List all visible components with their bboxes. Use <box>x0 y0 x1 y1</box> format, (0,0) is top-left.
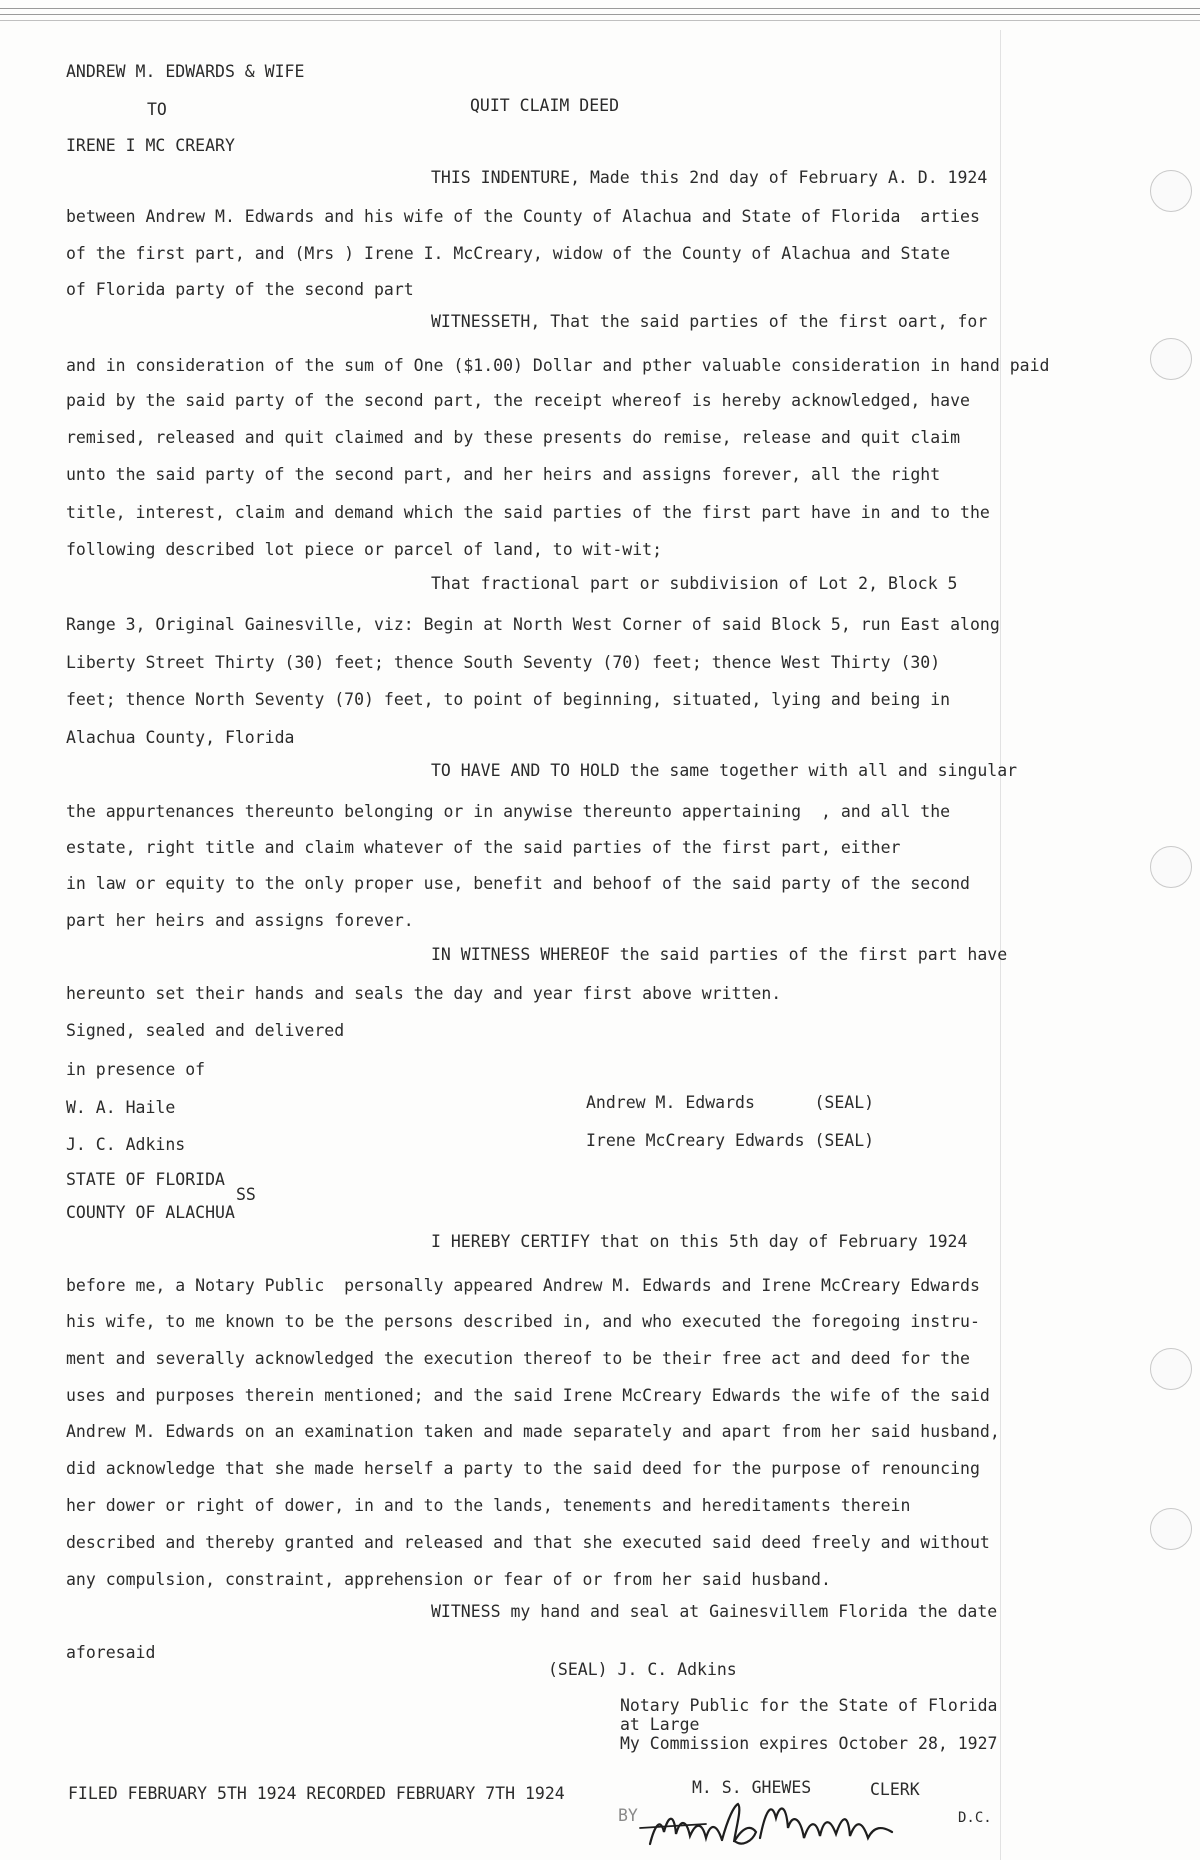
body-line: THIS INDENTURE, Made this 2nd day of February A. D. 1924 <box>431 168 988 187</box>
body-line: hereunto set their hands and seals the day and year first above written. <box>66 984 782 1003</box>
top-rule <box>0 14 1200 15</box>
witness-name: W. A. Haile <box>66 1098 176 1117</box>
venue-county: COUNTY OF ALACHUA <box>66 1203 235 1222</box>
certificate-line: did acknowledge that she made herself a party to the said deed for the purpose of renouncing <box>66 1459 980 1478</box>
notary-seal-name: (SEAL) J. C. Adkins <box>548 1660 737 1679</box>
body-line: Alachua County, Florida <box>66 728 295 747</box>
punch-hole <box>1150 846 1192 888</box>
grantor-signature: Andrew M. Edwards (SEAL) <box>586 1093 875 1112</box>
grantor-signature: Irene McCreary Edwards (SEAL) <box>586 1131 875 1150</box>
certificate-line: uses and purposes therein mentioned; and the said Irene McCreary Edwards the wife of the said <box>66 1386 990 1405</box>
body-line: Range 3, Original Gainesville, viz: Begin at North West Corner of said Block 5, run East along <box>66 615 1000 634</box>
signed-sealed-line: Signed, sealed and delivered <box>66 1021 345 1040</box>
certificate-line: Andrew M. Edwards on an examination taken and made separately and apart from her said husband, <box>66 1422 1000 1441</box>
body-line: following described lot piece or parcel of land, to wit-wit; <box>66 540 663 559</box>
handwritten-signature-icon <box>610 1798 920 1854</box>
witness-name: J. C. Adkins <box>66 1135 186 1154</box>
body-line: feet; thence North Seventy (70) feet, to point of beginning, situated, lying and being in <box>66 690 951 709</box>
certificate-line: his wife, to me known to be the persons described in, and who executed the foregoing instru- <box>66 1312 980 1331</box>
body-line: of the first part, and (Mrs ) Irene I. McCreary, widow of the County of Alachua and State <box>66 244 951 263</box>
body-line: estate, right title and claim whatever of the said parties of the first part, either <box>66 838 901 857</box>
punch-hole <box>1150 170 1192 212</box>
body-line: That fractional part or subdivision of Lot 2, Block 5 <box>431 574 958 593</box>
body-line: title, interest, claim and demand which the said parties of the first part have in and to the <box>66 503 990 522</box>
body-line: WITNESSETH, That the said parties of the first oart, for <box>431 312 988 331</box>
clerk-name: M. S. GHEWES <box>692 1778 812 1797</box>
to-label: TO <box>147 100 167 119</box>
body-line: part her heirs and assigns forever. <box>66 911 414 930</box>
certificate-line: her dower or right of dower, in and to the lands, tenements and hereditaments therein <box>66 1496 911 1515</box>
body-line: of Florida party of the second part <box>66 280 414 299</box>
body-line: Liberty Street Thirty (30) feet; thence South Seventy (70) feet; thence West Thirty (30) <box>66 653 941 672</box>
deputy-clerk-label: D.C. <box>958 1810 992 1826</box>
notary-commission: My Commission expires October 28, 1927 <box>620 1734 998 1753</box>
party-from: ANDREW M. EDWARDS & WIFE <box>66 62 305 81</box>
venue-state: STATE OF FLORIDA <box>66 1170 225 1189</box>
certificate-line: I HEREBY CERTIFY that on this 5th day of February 1924 <box>431 1232 968 1251</box>
filing-line: FILED FEBRUARY 5TH 1924 RECORDED FEBRUARY 7TH 1924 <box>68 1784 565 1803</box>
notary-title: Notary Public for the State of Florida <box>620 1696 998 1715</box>
party-to: IRENE I MC CREARY <box>66 136 235 155</box>
notary-witness: WITNESS my hand and seal at Gainesvillem Florida the date <box>431 1602 998 1621</box>
body-line: TO HAVE AND TO HOLD the same together with all and singular <box>431 761 1018 780</box>
certificate-line: before me, a Notary Public personally appeared Andrew M. Edwards and Irene McCreary Edwards <box>66 1276 980 1295</box>
body-line: IN WITNESS WHEREOF the said parties of the first part have <box>431 945 1008 964</box>
top-rule <box>0 8 1200 9</box>
body-line: in law or equity to the only proper use, benefit and behoof of the said party of the second <box>66 874 970 893</box>
document-title: QUIT CLAIM DEED <box>470 96 620 115</box>
notary-aforesaid: aforesaid <box>66 1643 156 1662</box>
certificate-line: described and thereby granted and released and that she executed said deed freely and without <box>66 1533 990 1552</box>
top-rule <box>0 20 1200 21</box>
body-line: paid by the said party of the second part, the receipt whereof is hereby acknowledged, have <box>66 391 970 410</box>
body-line: remised, released and quit claimed and by these presents do remise, release and quit claim <box>66 428 961 447</box>
body-line: and in consideration of the sum of One ($1.00) Dollar and pther valuable consideration in hand paid <box>66 356 1050 375</box>
clerk-label: CLERK <box>870 1780 920 1799</box>
by-label: BY <box>618 1806 638 1825</box>
presence-line: in presence of <box>66 1060 206 1079</box>
certificate-line: ment and severally acknowledged the execution thereof to be their free act and deed for the <box>66 1349 970 1368</box>
body-line: unto the said party of the second part, and her heirs and assigns forever, all the right <box>66 465 941 484</box>
punch-hole <box>1150 1348 1192 1390</box>
punch-hole <box>1150 338 1192 380</box>
notary-title: at Large <box>620 1715 700 1734</box>
punch-hole <box>1150 1508 1192 1550</box>
body-line: the appurtenances thereunto belonging or in anywise thereunto appertaining , and all the <box>66 802 951 821</box>
body-line: between Andrew M. Edwards and his wife of the County of Alachua and State of Florida arties <box>66 207 980 226</box>
certificate-line: any compulsion, constraint, apprehension or fear of or from her said husband. <box>66 1570 831 1589</box>
venue-ss: SS <box>236 1185 256 1204</box>
